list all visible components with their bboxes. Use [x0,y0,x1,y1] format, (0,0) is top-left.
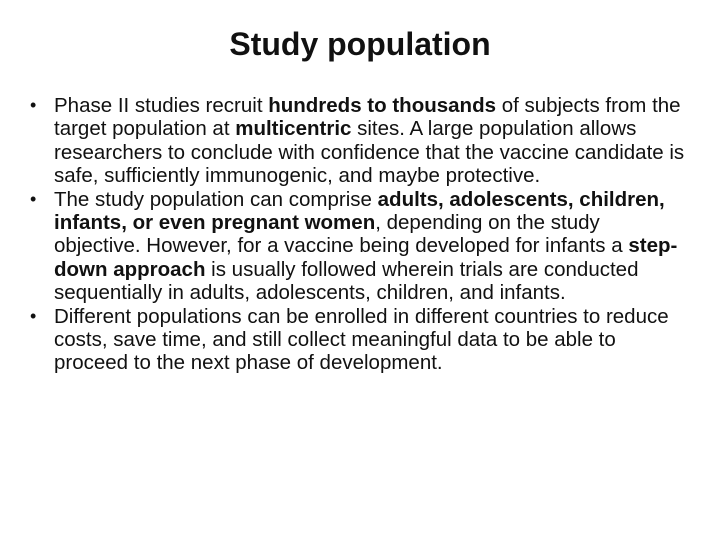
bullet-item [30,94,690,188]
bullet-text-segment: , depending on the study objective. However, for a vaccine being developed for infants a [54,211,629,258]
bullet-text-segment: The study population can comprise [54,187,378,211]
slide-title: Study population [229,26,491,62]
bullet-list [30,94,690,375]
bullet-item [30,305,690,375]
bullet-text-segment: Phase II studies recruit [54,94,269,117]
bullet-dot-icon: • [30,95,37,115]
bullet-text-segment: sites. A large population allows researchers to conclude with confidence that the vaccine candidate is safe, sufficiently immunogenic, and maybe protective. [54,117,685,188]
bullet-text-segment: Different populations can be enrolled in different countries to reduce costs, save time, and still collect meaningful data to be able to proceed to the next phase of development. [54,304,669,375]
bullet-text-emphasis: hundreds to thousands [268,94,496,117]
bullet-dot-icon: • [30,188,37,209]
bullet-text-emphasis: multicentric [235,117,352,141]
bullet-text-segment: is usually followed wherein trials are conducted sequentially in adults, adolescents, children, and infants. [54,257,639,305]
bullet-dot-icon: • [30,305,37,326]
bullet-text-emphasis: step-down approach [54,234,678,281]
bullet-text-emphasis: adults, adolescents, children, infants, or even pregnant women [54,187,665,235]
bullet-item [30,188,690,305]
bullet-text-segment: of subjects from the target population at [54,94,681,141]
